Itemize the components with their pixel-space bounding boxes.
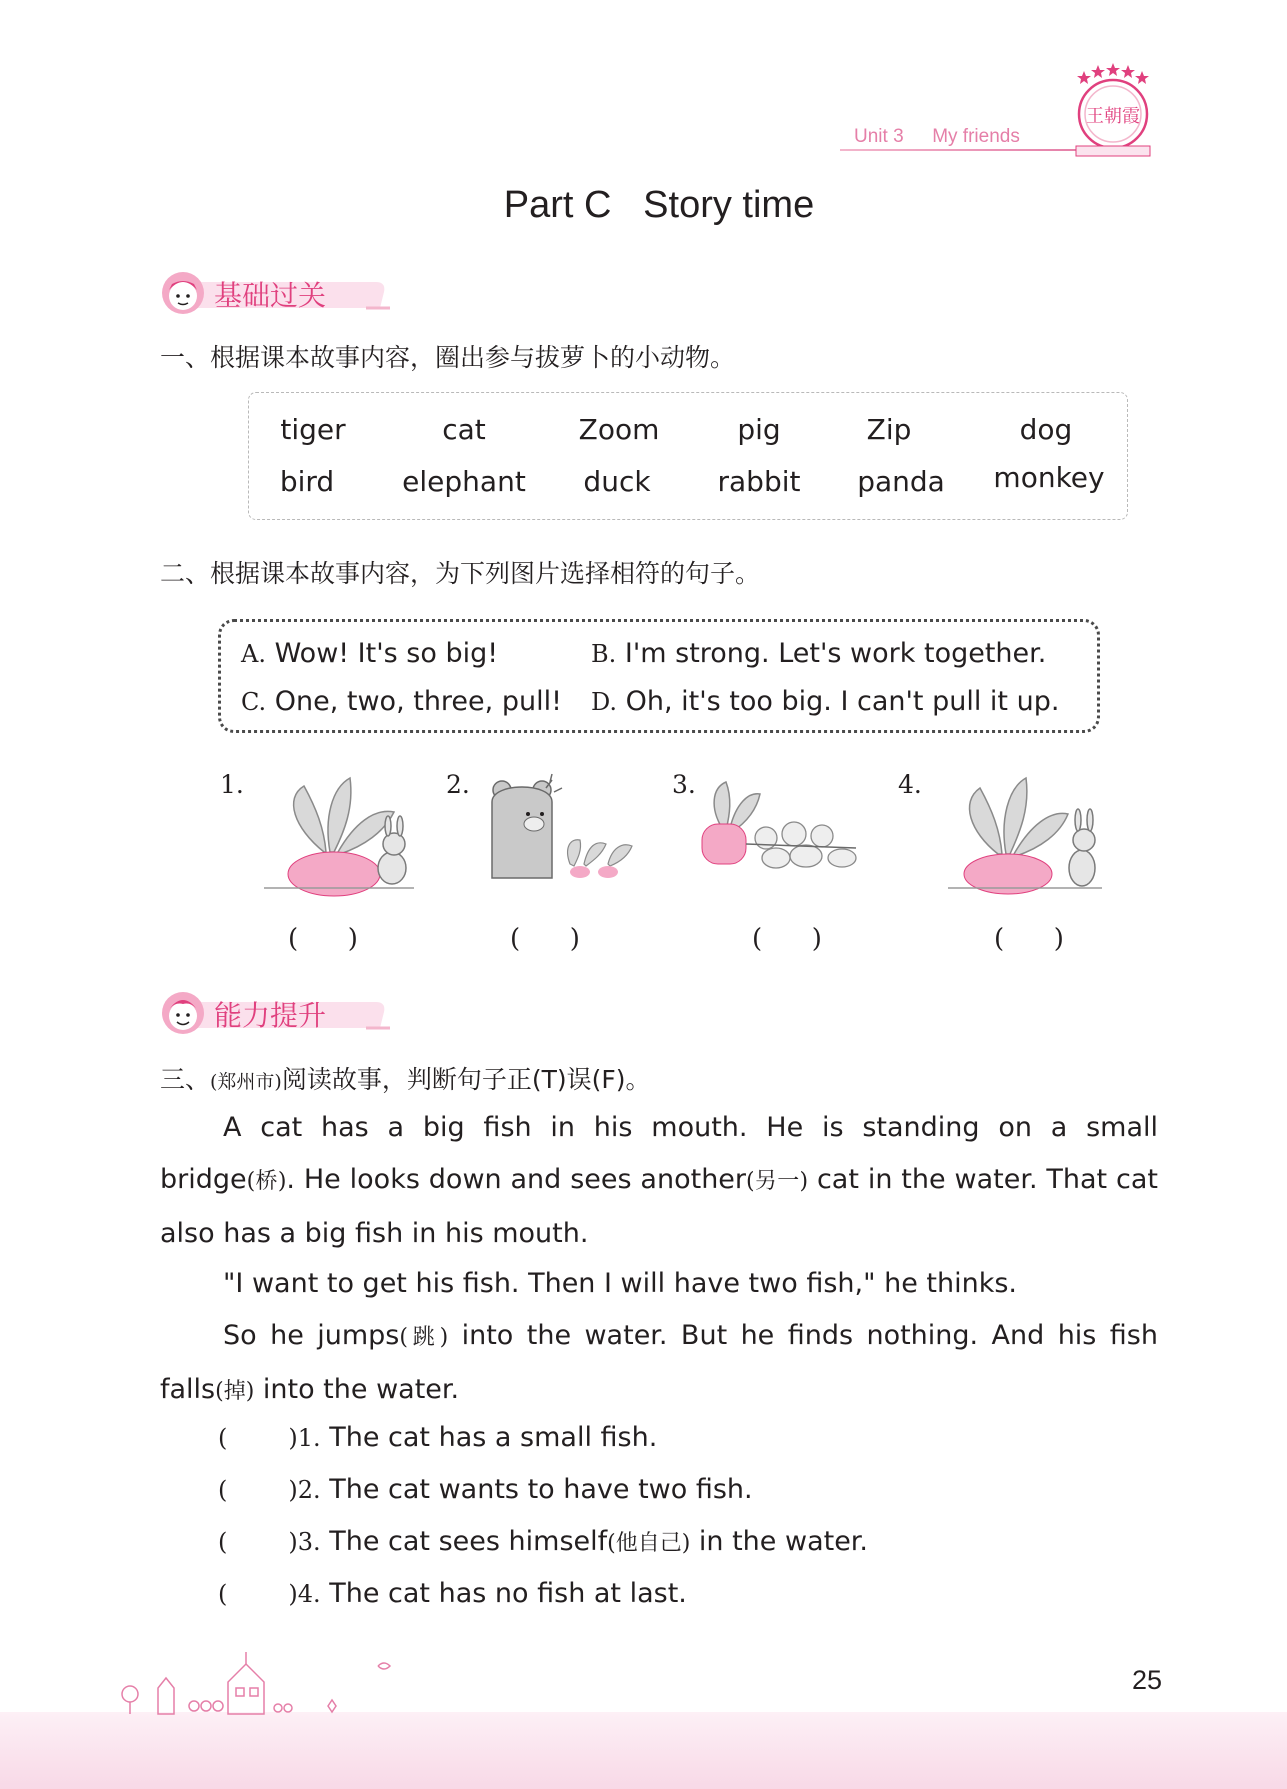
statement-4 <box>218 1578 687 1609</box>
statement-3-gloss: (他自己) <box>607 1531 691 1556</box>
word-panda[interactable]: panda <box>857 465 945 498</box>
statement-2-blank[interactable]: ( )2. <box>218 1476 321 1504</box>
passage-text: into the water. <box>254 1374 460 1405</box>
word-bird[interactable]: bird <box>279 465 335 498</box>
word-duck[interactable]: duck <box>583 465 651 498</box>
option-c <box>241 686 562 717</box>
boy-face-icon <box>160 990 206 1036</box>
picture-1-number: 1. <box>220 770 244 799</box>
options-box <box>218 619 1100 733</box>
unit-topic: My friends <box>932 126 1020 147</box>
unit-label <box>854 126 1020 148</box>
statement-2-text: The cat wants to have two fish. <box>320 1474 753 1505</box>
word-zoom[interactable]: Zoom <box>578 413 660 446</box>
statement-1-blank[interactable]: ( )1. <box>218 1424 321 1452</box>
section-title-advanced: 能力提升 <box>214 999 327 1032</box>
question-2-title: 二、根据课本故事内容，为下列图片选择相符的句子。 <box>160 559 761 588</box>
statement-3-blank[interactable]: ( )3. <box>218 1528 321 1556</box>
word-dog[interactable]: dog <box>1019 413 1073 446</box>
passage-text: cat in the water. That cat also has a big fish in his mouth. <box>160 1164 1158 1249</box>
picture-3-answer-blank[interactable]: ( ) <box>752 924 822 954</box>
passage-gloss: (掉) <box>215 1379 255 1404</box>
animals-pulling-icon <box>696 768 864 898</box>
unit-number: Unit 3 <box>854 126 904 147</box>
question-1-title: 一、根据课本故事内容，圈出参与拔萝卜的小动物。 <box>160 343 736 372</box>
statement-4-blank[interactable]: ( )4. <box>218 1580 321 1608</box>
passage-paragraph-3 <box>160 1310 1158 1418</box>
passage-gloss: (另一) <box>746 1169 809 1194</box>
word-monkey[interactable]: monkey <box>993 461 1105 494</box>
svg-text:王朝霞: 王朝霞 <box>1086 106 1140 127</box>
turnip-rabbit-pulling-icon <box>942 768 1110 898</box>
footer-band <box>0 1712 1287 1789</box>
girl-face-icon <box>160 270 206 316</box>
word-zip[interactable]: Zip <box>866 413 912 446</box>
option-d-text: Oh, it's too big. I can't pull it up. <box>625 686 1060 717</box>
option-b <box>591 638 1046 669</box>
passage-text: A cat has a big fish in his mouth. He is standing on a small bridge <box>160 1112 1158 1195</box>
option-c-text: One, two, three, pull! <box>274 686 562 717</box>
option-c-letter: C. <box>241 688 267 716</box>
statement-1 <box>218 1422 657 1453</box>
picture-2-number: 2. <box>446 770 470 799</box>
word-pig[interactable]: pig <box>737 413 781 446</box>
word-elephant[interactable]: elephant <box>402 465 526 498</box>
passage-text: So he jumps <box>223 1320 400 1351</box>
question-3-instruction: 阅读故事，判断句子正(T)误(F)。 <box>281 1065 651 1094</box>
passage-paragraph-1 <box>160 1102 1158 1260</box>
passage-text: into the water. But he finds nothing. And his fish falls <box>160 1320 1158 1405</box>
word-cat[interactable]: cat <box>442 413 486 446</box>
statement-4-text: The cat has no fish at last. <box>320 1578 687 1609</box>
question-3-title <box>160 1060 651 1096</box>
passage-paragraph-2: "I want to get his fish. Then I will have two fish," he thinks. <box>223 1268 1017 1299</box>
picture-1-answer-blank[interactable]: ( ) <box>288 924 358 954</box>
option-d <box>591 686 1059 717</box>
option-a-text: Wow! It's so big! <box>274 638 499 669</box>
statement-2 <box>218 1474 753 1505</box>
question-3-source: (郑州市) <box>210 1071 282 1093</box>
statement-3-tail: in the water. <box>690 1526 869 1557</box>
header-divider <box>840 149 1080 151</box>
town-decoration-icon <box>118 1648 418 1718</box>
word-rabbit[interactable]: rabbit <box>717 465 801 498</box>
section-title-basic: 基础过关 <box>214 279 327 312</box>
page-number: 25 <box>1132 1665 1163 1695</box>
picture-4-number: 4. <box>898 770 922 799</box>
question-3-prefix: 三、 <box>160 1065 211 1094</box>
option-b-letter: B. <box>591 640 617 668</box>
word-tiger[interactable]: tiger <box>280 413 346 446</box>
turnip-rabbit-icon <box>254 768 422 898</box>
option-d-letter: D. <box>591 688 618 716</box>
publisher-logo <box>1070 62 1156 158</box>
passage-gloss: (跳) <box>399 1325 449 1350</box>
statement-3-text: The cat sees himself <box>320 1526 608 1557</box>
picture-4-answer-blank[interactable]: ( ) <box>994 924 1064 954</box>
statement-3 <box>218 1526 868 1557</box>
bear-turnips-icon <box>484 768 652 898</box>
passage-text: . He looks down and sees another <box>286 1164 747 1195</box>
option-b-text: I'm strong. Let's work together. <box>624 638 1047 669</box>
passage-gloss: (桥) <box>246 1169 287 1194</box>
statement-1-text: The cat has a small fish. <box>320 1422 658 1453</box>
option-a-letter: A. <box>241 640 266 668</box>
word-box <box>248 392 1128 520</box>
picture-2-answer-blank[interactable]: ( ) <box>510 924 580 954</box>
option-a <box>241 638 498 669</box>
page-title: Part C Story time <box>503 184 815 226</box>
picture-3-number: 3. <box>672 770 696 799</box>
